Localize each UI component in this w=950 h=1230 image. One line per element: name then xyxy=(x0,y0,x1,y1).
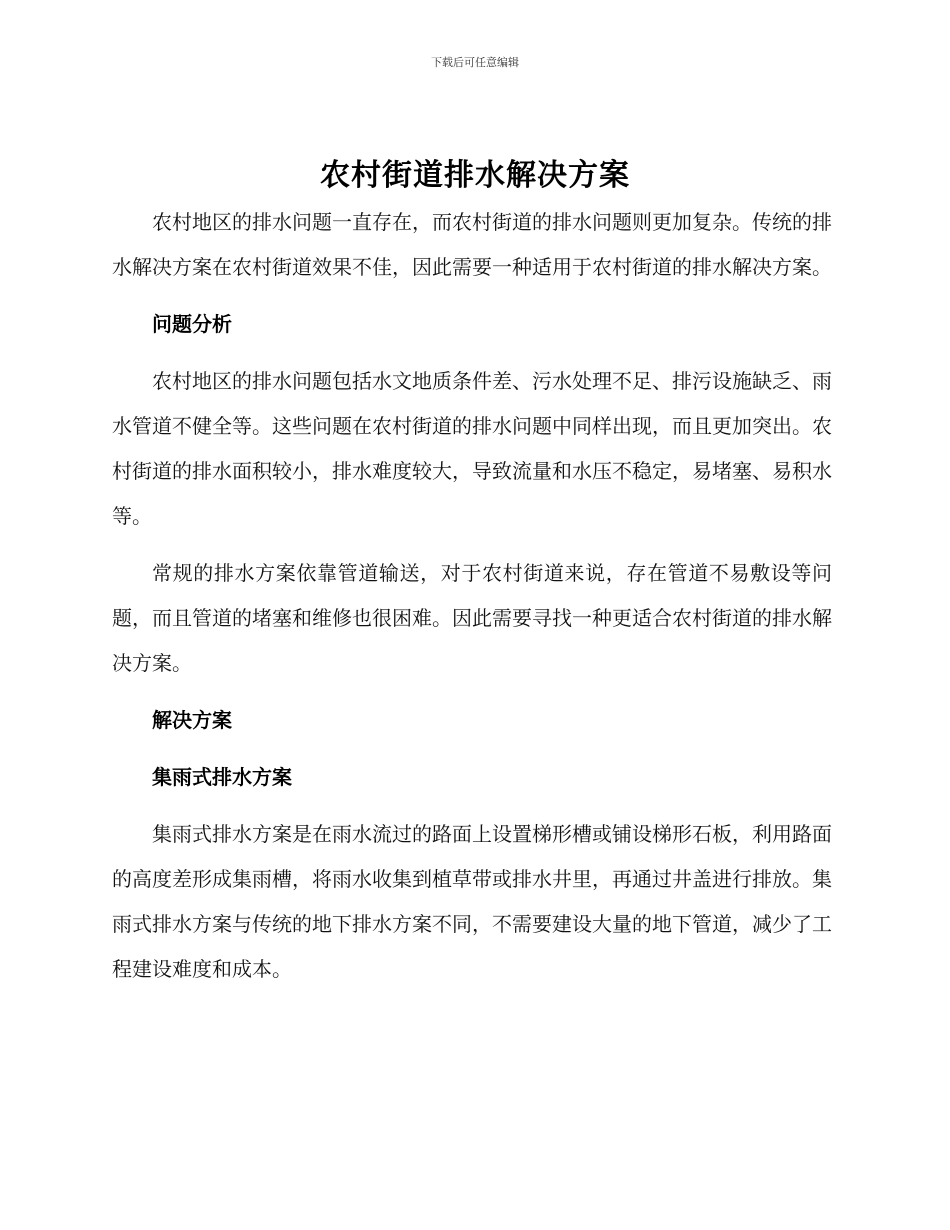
analysis-paragraph-1: 农村地区的排水问题包括水文地质条件差、污水处理不足、排污设施缺乏、雨水管道不健全等。这些问题在农村街道的排水问题中同样出现，而且更加突出。农村街道的排水面积较小，排水难度较大，导致流量和水压不稳定，易堵塞、易积水等。 xyxy=(112,369,832,528)
document-title: 农村街道排水解决方案 xyxy=(320,158,630,193)
document-body xyxy=(112,200,832,992)
header-note: 下载后可任意编辑 xyxy=(431,56,519,69)
rain-collection-paragraph: 集雨式排水方案是在雨水流过的路面上设置梯形槽或铺设梯形石板，利用路面的高度差形成集雨槽，将雨水收集到植草带或排水井里，再通过井盖进行排放。集雨式排水方案与传统的地下排水方案不同，不需要建设大量的地下管道，减少了工程建设难度和成本。 xyxy=(112,822,832,981)
section-heading-solution: 解决方案 xyxy=(152,708,232,732)
section-heading-analysis: 问题分析 xyxy=(152,312,232,336)
analysis-paragraph-2: 常规的排水方案依靠管道输送，对于农村街道来说，存在管道不易敷设等问题，而且管道的堵塞和维修也很困难。因此需要寻找一种更适合农村街道的排水解决方案。 xyxy=(112,561,832,675)
subsection-heading-rain-collection: 集雨式排水方案 xyxy=(152,765,292,789)
intro-paragraph: 农村地区的排水问题一直存在，而农村街道的排水问题则更加复杂。传统的排水解决方案在农村街道效果不佳，因此需要一种适用于农村街道的排水解决方案。 xyxy=(112,210,832,279)
